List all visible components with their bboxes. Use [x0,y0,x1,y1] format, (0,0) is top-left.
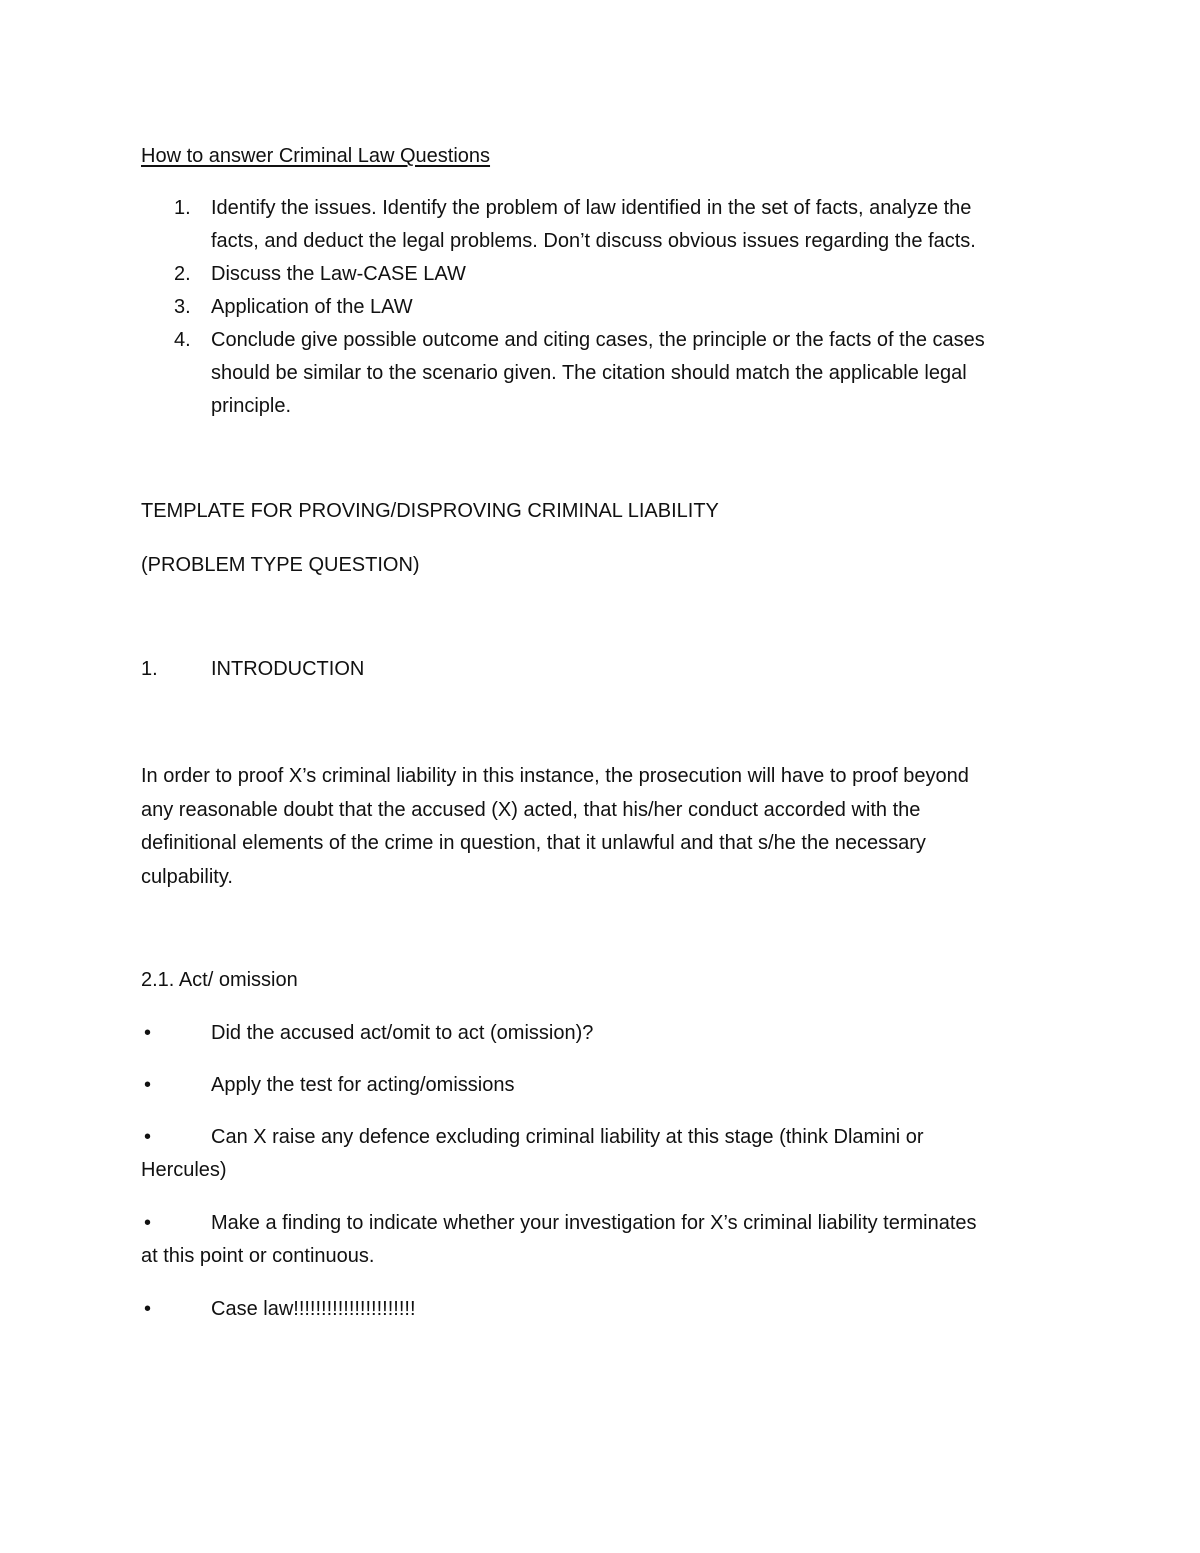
bullet-text: Apply the test for acting/omissions [211,1074,515,1096]
template-heading: TEMPLATE FOR PROVING/DISPROVING CRIMINAL LIABILITY [141,500,719,522]
step-line: facts, and deduct the legal problems. Don’t discuss obvious issues regarding the facts. [211,230,976,252]
step-line: should be similar to the scenario given. The citation should match the applicable legal [211,362,967,384]
bullet-text: Can X raise any defence excluding criminal liability at this stage (think Dlamini or [211,1126,924,1148]
bullet-marker: • [144,1126,152,1148]
bullet-text: Make a finding to indicate whether your investigation for X’s criminal liability terminates [211,1212,977,1234]
bullet-marker: • [144,1022,152,1044]
template-subheading: (PROBLEM TYPE QUESTION) [141,554,420,576]
step-line: Discuss the Law-CASE LAW [211,263,466,285]
step-line: Application of the LAW [211,296,413,318]
bullet-continuation: at this point or continuous. [141,1245,375,1267]
step-number: 1. [174,197,191,219]
step-line: principle. [211,395,292,417]
step-number: 3. [174,296,191,318]
intro-paragraph [141,760,1071,894]
step-number: 2. [174,263,191,285]
bullet-marker: • [144,1074,152,1096]
bullet-continuation: Hercules) [141,1159,227,1181]
step-number: 4. [174,329,191,351]
section-2-1-heading: 2.1. Act/ omission [141,969,298,991]
step-line: Identify the issues. Identify the problem of law identified in the set of facts, analyze the [211,197,972,219]
section-number: 1. [141,658,158,680]
intro-line: In order to proof X’s criminal liability in this instance, the prosecution will have to proof beyond [141,765,969,787]
bullet-text: Did the accused act/omit to act (omission)? [211,1022,594,1044]
intro-line: definitional elements of the crime in question, that it unlawful and that s/he the necessary [141,832,926,854]
intro-line: any reasonable doubt that the accused (X) acted, that his/her conduct accorded with the [141,798,921,821]
bullet-marker: • [144,1298,152,1320]
bullet-marker: • [144,1212,152,1234]
document-title: How to answer Criminal Law Questions [141,145,491,167]
step-line: Conclude give possible outcome and citing cases, the principle or the facts of the cases [211,329,985,351]
intro-line: culpability. [141,865,233,888]
section-heading: INTRODUCTION [211,658,365,680]
bullet-text: Case law!!!!!!!!!!!!!!!!!!!!!! [211,1298,416,1320]
